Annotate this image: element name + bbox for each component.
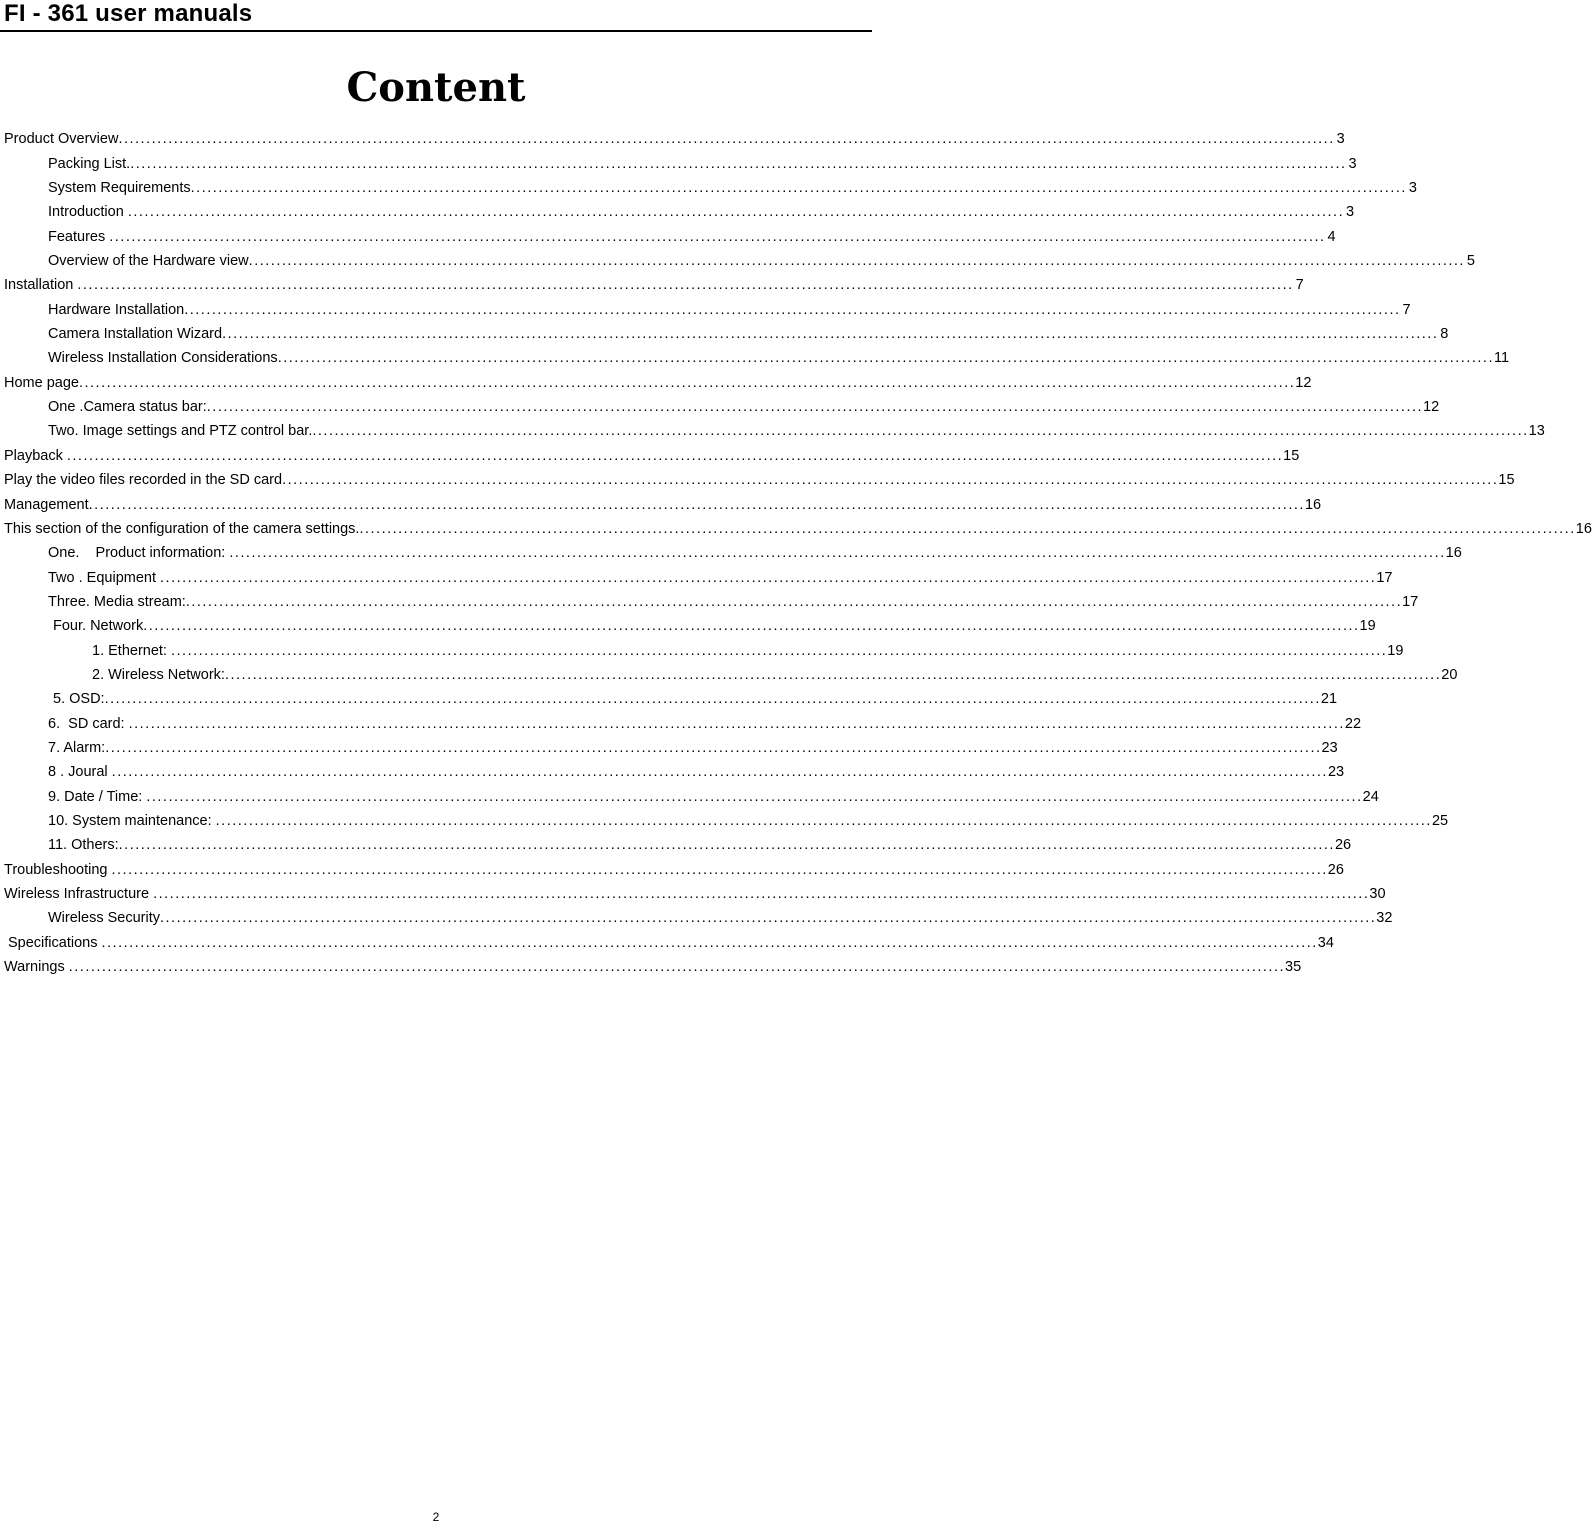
toc-entry-title: Camera Installation Wizard xyxy=(48,326,223,343)
toc-entry-title: Four. Network xyxy=(53,618,144,635)
toc-entry-page-number: 4 xyxy=(1327,228,1336,245)
toc-dot-leader: ............................................................................................................................................................................................................................ xyxy=(359,520,1576,537)
toc-entry-title: Playback xyxy=(4,447,67,464)
table-of-contents xyxy=(0,124,1592,976)
toc-entry-title: 5. OSD: xyxy=(53,691,105,708)
toc-dot-leader: ............................................................................................................................................................................................................................ xyxy=(104,691,1321,708)
toc-dot-leader: ............................................................................................................................................................................................................................ xyxy=(160,569,1377,586)
toc-entry[interactable] xyxy=(0,733,1338,757)
toc-entry-page-number: 7 xyxy=(1402,301,1411,318)
toc-entry-page-number: 22 xyxy=(1344,715,1362,732)
toc-entry-page-number: 21 xyxy=(1320,691,1338,708)
toc-dot-leader: ............................................................................................................................................................................................................................ xyxy=(222,326,1439,343)
toc-dot-leader: ............................................................................................................................................................................................................................ xyxy=(105,739,1322,756)
toc-entry[interactable] xyxy=(0,294,1411,318)
toc-entry-page-number: 23 xyxy=(1321,739,1338,756)
toc-entry-title: 11. Others: xyxy=(48,837,119,854)
toc-entry-page-number: 20 xyxy=(1441,666,1458,683)
toc-entry-page-number: 19 xyxy=(1387,642,1404,659)
toc-dot-leader: ............................................................................................................................................................................................................................ xyxy=(229,545,1446,562)
toc-entry-title: 8 . Joural xyxy=(48,764,112,781)
toc-entry-title: Wireless Installation Considerations xyxy=(48,350,278,367)
toc-dot-leader: ............................................................................................................................................................................................................................ xyxy=(111,861,1328,878)
toc-entry-title: Warnings xyxy=(4,959,69,976)
toc-dot-leader: ............................................................................................................................................................................................................................ xyxy=(248,253,1465,270)
toc-dot-leader: ............................................................................................................................................................................................................................ xyxy=(146,788,1363,805)
toc-entry-page-number: 19 xyxy=(1359,618,1376,635)
toc-entry-page-number: 8 xyxy=(1440,326,1449,343)
toc-entry[interactable] xyxy=(0,587,1419,611)
toc-dot-leader: ............................................................................................................................................................................................................................ xyxy=(127,204,1345,221)
toc-entry-page-number: 16 xyxy=(1575,520,1592,537)
toc-dot-leader: ............................................................................................................................................................................................................................ xyxy=(88,496,1305,513)
toc-entry[interactable] xyxy=(0,903,1393,927)
toc-entry[interactable] xyxy=(0,830,1352,854)
toc-dot-leader: ............................................................................................................................................................................................................................ xyxy=(118,837,1335,854)
toc-dot-leader: ............................................................................................................................................................................................................................ xyxy=(66,447,1284,464)
toc-entry-title: Hardware Installation xyxy=(48,301,185,318)
toc-entry-title: This section of the configuration of the camera settings. xyxy=(4,520,360,537)
toc-entry-title: One. Product information: xyxy=(48,545,230,562)
toc-entry[interactable] xyxy=(0,367,1312,391)
toc-entry-title: 7. Alarm: xyxy=(48,739,106,756)
toc-entry-page-number: 3 xyxy=(1348,155,1357,172)
toc-dot-leader: ............................................................................................................................................................................................................................ xyxy=(312,423,1529,440)
toc-entry-title: One .Camera status bar: xyxy=(48,399,207,416)
toc-entry[interactable] xyxy=(0,416,1545,440)
toc-entry-title: Home page xyxy=(4,374,79,391)
toc-entry-page-number: 7 xyxy=(1295,277,1304,294)
toc-entry[interactable] xyxy=(0,952,1302,976)
toc-entry-page-number: 16 xyxy=(1304,496,1322,513)
toc-entry[interactable] xyxy=(0,246,1475,270)
toc-entry-page-number: 5 xyxy=(1466,253,1475,270)
toc-entry-page-number: 23 xyxy=(1327,764,1345,781)
toc-dot-leader: ............................................................................................................................................................................................................................ xyxy=(118,131,1335,148)
toc-entry[interactable] xyxy=(0,319,1449,343)
toc-entry[interactable] xyxy=(0,440,1300,464)
toc-entry-page-number: 24 xyxy=(1362,788,1379,805)
toc-entry-page-number: 3 xyxy=(1346,204,1355,221)
toc-entry[interactable] xyxy=(0,465,1515,489)
toc-dot-leader: ............................................................................................................................................................................................................................ xyxy=(277,350,1494,367)
toc-entry-page-number: 15 xyxy=(1498,472,1515,489)
toc-entry-title: Features xyxy=(48,228,110,245)
toc-entry[interactable] xyxy=(0,270,1304,294)
toc-dot-leader: ............................................................................................................................................................................................................................ xyxy=(224,666,1442,683)
toc-entry-title: Introduction xyxy=(48,204,128,221)
toc-entry-title: 1. Ethernet: xyxy=(92,642,171,659)
toc-dot-leader: ............................................................................................................................................................................................................................ xyxy=(143,618,1360,635)
toc-entry-title: 6. SD card: xyxy=(48,715,129,732)
toc-entry-page-number: 3 xyxy=(1408,180,1417,197)
toc-entry-page-number: 12 xyxy=(1423,399,1440,416)
toc-entry-page-number: 15 xyxy=(1283,447,1300,464)
toc-entry-title: Specifications xyxy=(8,934,102,951)
toc-entry[interactable] xyxy=(0,611,1376,635)
toc-entry[interactable] xyxy=(0,392,1440,416)
toc-dot-leader: ............................................................................................................................................................................................................................ xyxy=(171,642,1388,659)
toc-dot-leader: ............................................................................................................................................................................................................................ xyxy=(68,959,1286,976)
toc-entry-title: Management xyxy=(4,496,89,513)
toc-entry[interactable] xyxy=(0,684,1338,708)
toc-entry-page-number: 3 xyxy=(1336,131,1345,148)
toc-entry[interactable] xyxy=(0,757,1345,781)
toc-entry-title: Packing List. xyxy=(48,155,131,172)
toc-entry[interactable] xyxy=(0,635,1404,659)
toc-dot-leader: ............................................................................................................................................................................................................................ xyxy=(206,399,1424,416)
toc-entry-page-number: 26 xyxy=(1327,861,1344,878)
toc-entry[interactable] xyxy=(0,148,1357,172)
toc-dot-leader: ............................................................................................................................................................................................................................ xyxy=(153,886,1370,902)
toc-entry-page-number: 35 xyxy=(1285,959,1302,976)
toc-dot-leader: ............................................................................................................................................................................................................................ xyxy=(160,910,1377,927)
toc-entry-page-number: 13 xyxy=(1528,423,1545,440)
toc-entry-title: Product Overview xyxy=(4,131,119,148)
toc-entry-title: Wireless Infrastructure xyxy=(4,886,154,902)
toc-dot-leader: ............................................................................................................................................................................................................................ xyxy=(101,934,1318,951)
toc-entry[interactable] xyxy=(0,708,1362,732)
toc-entry[interactable] xyxy=(0,124,1345,148)
header-divider xyxy=(0,30,872,32)
toc-entry[interactable] xyxy=(0,660,1458,684)
toc-entry[interactable] xyxy=(0,489,1322,513)
toc-entry-page-number: 25 xyxy=(1431,812,1449,829)
toc-entry-title: Installation xyxy=(4,277,78,294)
toc-entry-title: Wireless Security xyxy=(48,910,160,927)
toc-dot-leader: ............................................................................................................................................................................................................................ xyxy=(130,155,1347,172)
toc-dot-leader: ............................................................................................................................................................................................................................ xyxy=(128,715,1345,732)
toc-entry-page-number: 16 xyxy=(1445,545,1462,562)
page-number: 2 xyxy=(432,1510,440,1524)
toc-dot-leader: ............................................................................................................................................................................................................................ xyxy=(109,228,1326,245)
toc-entry[interactable] xyxy=(0,562,1393,586)
toc-entry-page-number: 30 xyxy=(1369,886,1386,902)
toc-entry-title: Three. Media stream: xyxy=(48,593,186,610)
toc-dot-leader: ............................................................................................................................................................................................................................ xyxy=(77,277,1294,294)
toc-entry-page-number: 26 xyxy=(1334,837,1352,854)
toc-entry[interactable] xyxy=(0,514,1592,538)
toc-entry-page-number: 12 xyxy=(1295,374,1312,391)
toc-entry[interactable] xyxy=(0,343,1510,367)
toc-entry-title: Two. Image settings and PTZ control bar. xyxy=(48,423,313,440)
toc-dot-leader: ............................................................................................................................................................................................................................ xyxy=(282,472,1499,489)
toc-entry-page-number: 17 xyxy=(1376,569,1393,586)
toc-entry-title: 10. System maintenance: xyxy=(48,812,216,829)
toc-entry-title: Overview of the Hardware view xyxy=(48,253,249,270)
toc-entry[interactable] xyxy=(0,221,1336,245)
toc-entry[interactable] xyxy=(0,879,1386,903)
toc-entry-title: Two . Equipment xyxy=(48,569,161,586)
toc-dot-leader: ............................................................................................................................................................................................................................ xyxy=(190,180,1407,197)
toc-entry-title: 2. Wireless Network: xyxy=(92,666,225,683)
toc-entry-title: Troubleshooting xyxy=(4,861,112,878)
toc-entry[interactable] xyxy=(0,806,1449,830)
toc-dot-leader: ............................................................................................................................................................................................................................ xyxy=(184,301,1401,318)
toc-entry[interactable] xyxy=(0,173,1417,197)
toc-dot-leader: ............................................................................................................................................................................................................................ xyxy=(111,764,1328,781)
toc-dot-leader: ............................................................................................................................................................................................................................ xyxy=(185,593,1403,610)
toc-entry-page-number: 11 xyxy=(1493,350,1510,367)
toc-entry-page-number: 17 xyxy=(1402,593,1419,610)
toc-entry[interactable] xyxy=(0,781,1379,805)
toc-entry-title: 9. Date / Time: xyxy=(48,788,147,805)
toc-entry[interactable] xyxy=(0,854,1344,878)
toc-entry[interactable] xyxy=(0,197,1355,221)
toc-dot-leader: ............................................................................................................................................................................................................................ xyxy=(215,812,1432,829)
toc-entry[interactable] xyxy=(0,927,1334,951)
toc-entry-page-number: 34 xyxy=(1317,934,1334,951)
toc-entry-title: System Requirements xyxy=(48,180,191,197)
page-title: Content xyxy=(346,64,526,111)
toc-entry-title: Play the video files recorded in the SD card xyxy=(4,472,283,489)
toc-dot-leader: ............................................................................................................................................................................................................................ xyxy=(78,374,1296,391)
toc-entry[interactable] xyxy=(0,538,1462,562)
document-header-title: FI - 361 user manuals xyxy=(4,0,253,27)
toc-entry-page-number: 32 xyxy=(1376,910,1393,927)
